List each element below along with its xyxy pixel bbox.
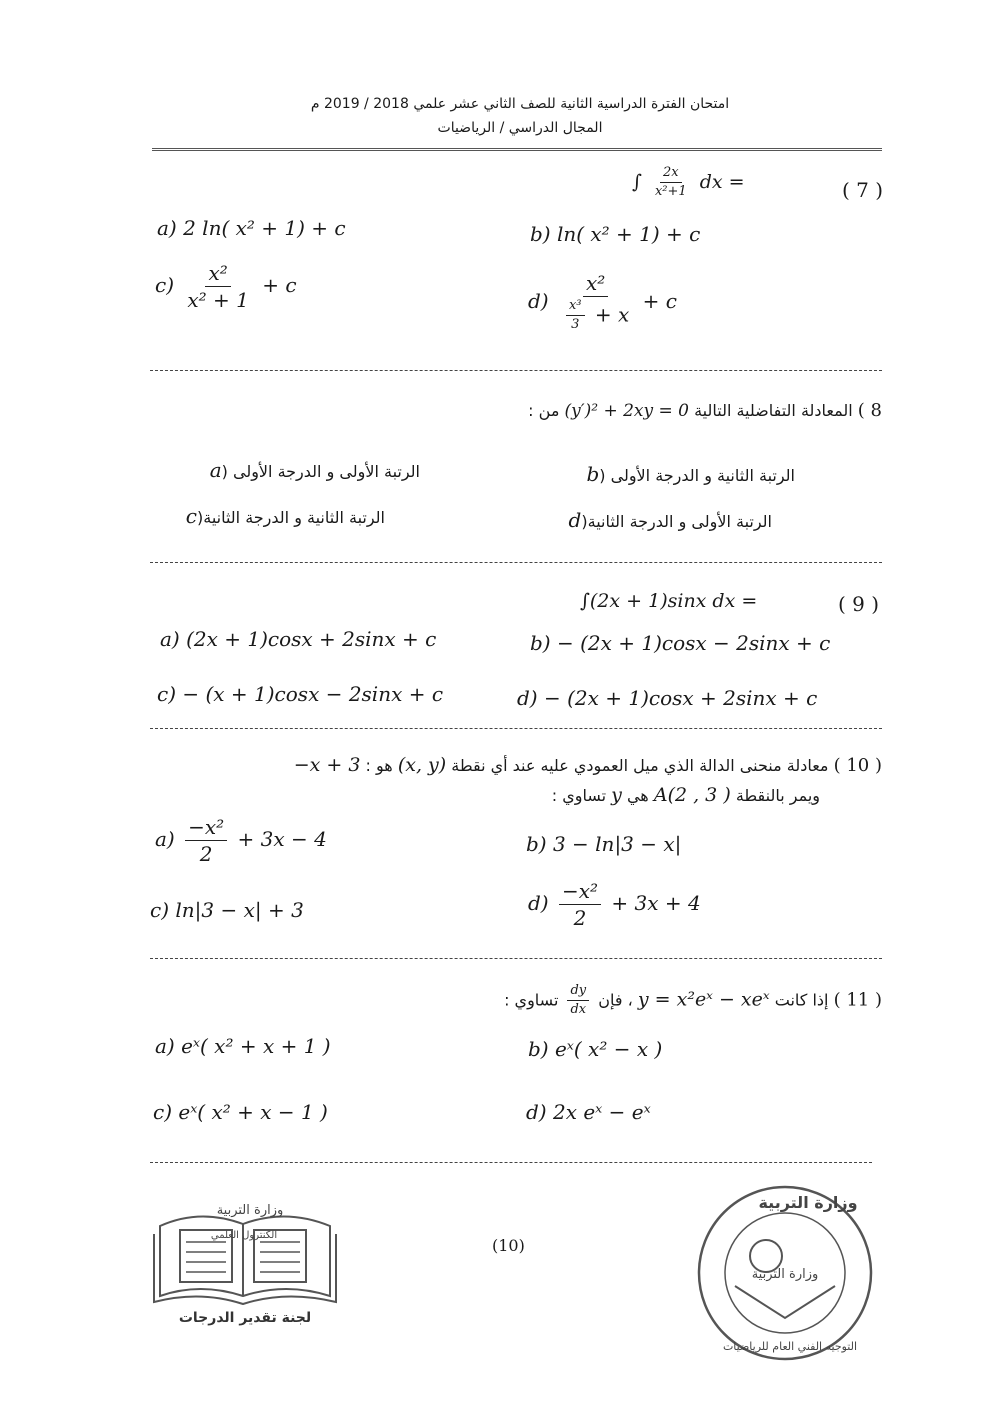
q7-option-b[interactable]: b) ln( x² + 1) + c (530, 222, 701, 246)
q7-d-rest: + c (642, 288, 677, 313)
q10-slope: −x + 3 (293, 754, 361, 776)
q8-d-letter: d (568, 508, 582, 532)
q8-prompt: المعادلة التفاضلية التالية (694, 401, 853, 420)
control-committee-stamp (140, 1196, 350, 1326)
q8-option-a[interactable]: الرتبة الأولى و الدرجة الأولى (a (209, 458, 420, 482)
q7-option-a[interactable]: a) 2 ln( x² + 1) + c (157, 216, 346, 240)
divider (150, 370, 882, 371)
q11-option-a[interactable]: a) eˣ( x² + x + 1 ) (155, 1034, 331, 1058)
q11-option-b[interactable]: b) eˣ( x² − x ) (528, 1037, 663, 1061)
q8-b-letter: b (586, 462, 600, 486)
q9-option-b[interactable]: b) − (2x + 1)cosx − 2sinx + c (530, 631, 831, 655)
header-divider (152, 148, 882, 151)
stamp-left-top: وزارة التربية (216, 1203, 284, 1218)
q10-a-rest: + 3x − 4 (237, 827, 327, 851)
exam-subject: المجال الدراسي / الرياضيات (437, 120, 603, 136)
q7-d-num: x² (583, 272, 608, 297)
q9-question: ∫(2x + 1)sinx dx = (580, 590, 758, 612)
q10-is: هو : (365, 756, 393, 775)
stamp-left-bottom: لجنة تقدير الدرجات (178, 1310, 312, 1326)
divider (150, 728, 882, 729)
q11-option-d[interactable]: d) 2x eˣ − eˣ (526, 1100, 651, 1124)
q11-equals: تساوي : (504, 990, 559, 1010)
q7-num: 2x (660, 166, 682, 183)
q10-text-2b: هي (626, 786, 649, 805)
q10-var-y: y (611, 784, 622, 806)
q8-c-letter: c (185, 504, 197, 528)
q10-option-d[interactable] (528, 880, 701, 929)
q10-a-num: −x² (185, 816, 227, 841)
q8-equation: (y′)² + 2xy = 0 (564, 401, 689, 421)
divider (150, 562, 882, 563)
q8-b-text: الرتبة الثانية و الدرجة الأولى (610, 466, 795, 485)
q7-den: x²+1 (654, 184, 687, 200)
q10-a-label: a) (155, 827, 175, 851)
q10-text-2c: تساوي : (551, 786, 607, 805)
q7-d-label: d) (528, 288, 549, 313)
q10-line1 (178, 754, 882, 776)
q9-option-d[interactable]: d) − (2x + 1)cosx + 2sinx + c (517, 686, 818, 710)
q7-question (632, 166, 745, 200)
q10-option-b[interactable]: b) 3 − ln|3 − x| (526, 832, 682, 856)
q7-c-num: x² (205, 262, 230, 287)
q7-rest: dx = (699, 170, 745, 193)
q7-c-label: c) (155, 273, 175, 297)
q8-number: 8 ) (857, 400, 882, 421)
q8-c-text: الرتبة الثانية و الدرجة الثانية (203, 508, 385, 527)
q10-text-1: معادلة منحنى الدالة الذي ميل العمودي عليه عند أي نقطة (451, 756, 829, 775)
q10-d-label: d) (528, 891, 549, 915)
q10-number: ( 10 ) (833, 755, 882, 776)
q8-suffix: من : (528, 401, 560, 420)
stamp-right-ring: التوجيه الفني العام للرياضيات (722, 1340, 858, 1353)
divider (150, 1162, 872, 1163)
q8-option-b[interactable]: الرتبة الثانية و الدرجة الأولى (b (586, 462, 795, 486)
q7-option-d[interactable] (528, 272, 677, 333)
q11-dy: dy (567, 984, 589, 1001)
stamp-right-top: وزارة التربية (758, 1193, 858, 1212)
q8-a-text: الرتبة الأولى و الدرجة الأولى (232, 462, 420, 481)
q10-d-num: −x² (559, 880, 601, 905)
integral-sign: ∫ (632, 170, 642, 193)
exam-title: امتحان الفترة الدراسية الثانية للصف الثاني عشر علمي 2018 / 2019 م (310, 96, 730, 112)
q11-if: إذا كانت (774, 990, 829, 1010)
q7-option-c[interactable] (155, 262, 297, 311)
q7-d-inner-num: x³ (566, 299, 585, 316)
q7-d-inner-den: 3 (571, 317, 580, 333)
q7-c-den: x² + 1 (187, 288, 249, 312)
q10-option-c[interactable]: c) ln|3 − x| + 3 (150, 898, 304, 922)
q10-d-den: 2 (573, 906, 587, 930)
q11-equation: y = x²eˣ − xeˣ (637, 988, 770, 1011)
q10-a-den: 2 (199, 842, 213, 866)
q11-question (394, 984, 882, 1018)
stamp-left-mid: الكنترول العلمي (210, 1230, 278, 1241)
q8-d-text: الرتبة الأولى و الدرجة الثانية (587, 512, 772, 531)
q10-point-a: A(2 , 3 ) (653, 784, 731, 806)
q10-point-xy: (x, y) (397, 754, 447, 776)
stamp-right-center: وزارة التربية (751, 1267, 819, 1282)
q8-option-c[interactable]: الرتبة الثانية و الدرجة الثانية(c (185, 504, 385, 528)
q7-number: ( 7 ) (842, 178, 884, 202)
q10-text-2a: ويمر بالنقطة (735, 786, 820, 805)
q10-option-a[interactable] (155, 816, 327, 865)
q7-d-den-rest: + x (594, 302, 630, 327)
divider (150, 958, 882, 959)
page-number: (10) (492, 1236, 525, 1255)
q8-a-letter: a (209, 458, 222, 482)
q11-number: ( 11 ) (833, 989, 882, 1011)
q10-d-rest: + 3x + 4 (611, 891, 701, 915)
q9-option-c[interactable]: c) − (x + 1)cosx − 2sinx + c (157, 682, 444, 706)
q9-number: ( 9 ) (838, 592, 880, 616)
q11-option-c[interactable]: c) eˣ( x² + x − 1 ) (153, 1100, 328, 1124)
ministry-stamp (690, 1178, 880, 1364)
q9-option-a[interactable]: a) (2x + 1)cosx + 2sinx + c (160, 627, 437, 651)
q7-c-rest: + c (262, 273, 297, 297)
q8-question (482, 400, 882, 421)
q8-option-d[interactable]: الرتبة الأولى و الدرجة الثانية(d (568, 508, 772, 532)
q10-line2 (470, 784, 820, 806)
q11-then: ، فإن (598, 990, 633, 1010)
q11-dx: dx (570, 1002, 587, 1018)
